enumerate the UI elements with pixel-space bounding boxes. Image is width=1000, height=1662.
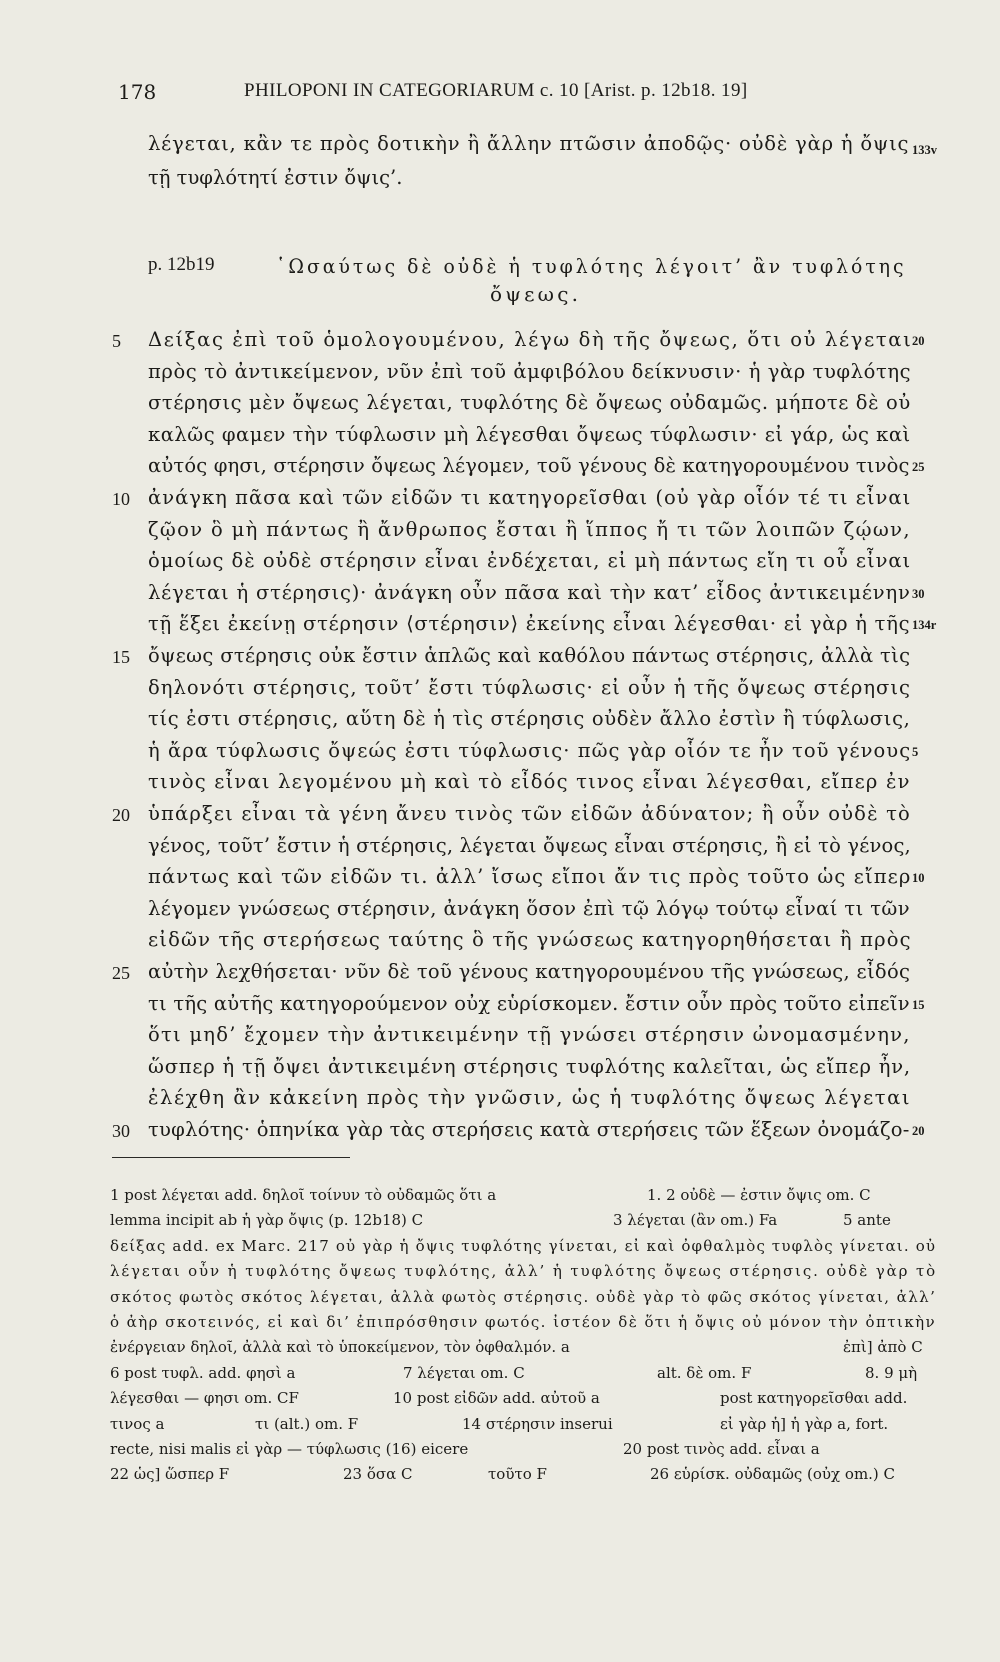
text-line: τινὸς εἶναι λεγομένου μὴ καὶ τὸ εἶδός τινος εἶναι λέγεσθαι, εἴπερ ἐν	[148, 770, 911, 794]
lemma-reference: p. 12b19	[148, 254, 215, 275]
lemma-line-2: ὄψεως.	[490, 282, 582, 306]
footnote-entry: 5 ante	[843, 1211, 891, 1230]
text-line: εἰδῶν τῆς στερήσεως ταύτης ὃ τῆς γνώσεως κατηγορηθήσεται ἢ πρὸς	[148, 928, 912, 952]
footnote-entry: 26 εὑρίσκ. οὐδαμῶς (οὐχ om.) C	[650, 1465, 896, 1484]
footnote-rule	[112, 1157, 350, 1158]
footnote-entry: 8. 9 μὴ	[865, 1363, 918, 1382]
footnote-entry: 3 λέγεται (ἂν om.) Fa	[613, 1211, 778, 1230]
text-line: τῇ ἕξει ἐκείνῃ στέρησιν ⟨στέρησιν⟩ ἐκείνης εἶναι λέγεσθαι· εἰ γὰρ ἡ τῆς	[148, 612, 911, 636]
margin-reference: 30	[912, 586, 925, 601]
footnote-entry: ὁ ἀὴρ σκοτεινός, εἰ καὶ δι’ ἐπιπρόσθησιν φωτός. ἰστέον δὲ ὅτι ἡ ὄψις οὐ μόνον τὴν ὀπτικὴν	[110, 1313, 937, 1331]
text-line: ὅτι μηδ’ ἔχομεν τὴν ἀντικειμένην τῇ γνώσει στέρησιν ὠνομασμένην,	[148, 1023, 911, 1047]
footnote-entry: 7 λέγεται om. C	[403, 1363, 525, 1382]
text-line: πρὸς τὸ ἀντικείμενον, νῦν ἐπὶ τοῦ ἀμφιβόλου δείκνυσιν· ἡ γὰρ τυφλότης	[148, 359, 912, 383]
text-line: ἡ ἄρα τύφλωσις ὄψεώς ἐστι τύφλωσις· πῶς γὰρ οἷόν τε ἦν τοῦ γένους	[148, 738, 912, 762]
lemma-line-1: ῾Ωσαύτως δὲ οὐδὲ ἡ τυφλότης λέγοιτ’ ἂν τυφλότης	[276, 254, 907, 278]
footnote-entry: λέγεται οὖν ἡ τυφλότης ὄψεως τυφλότης, ἀλλ’ ἡ τυφλότης ὄψεως στέρησις. οὐδὲ γὰρ τὸ	[110, 1262, 938, 1281]
footnote-entry: 23 ὅσα C	[343, 1465, 413, 1484]
footnote-entry: δείξας add. ex Marc. 217 οὐ γὰρ ἡ ὄψις τυφλότης γίνεται, εἰ καὶ ὀφθαλμὸς τυφλὸς γίνεται. οὐ	[110, 1236, 937, 1255]
text-line: ἐλέχθη ἂν κἀκείνη πρὸς τὴν γνῶσιν, ὡς ἡ τυφλότης ὄψεως λέγεται	[148, 1086, 912, 1110]
text-line: ζῷον ὃ μὴ πάντως ἢ ἄνθρωπος ἔσται ἢ ἵππος ἤ τι τῶν λοιπῶν ζῴων,	[148, 517, 911, 541]
footnote-entry: τοῦτο F	[488, 1465, 547, 1484]
margin-reference: 15	[912, 997, 925, 1012]
text-line: τι τῆς αὐτῆς κατηγορούμενον οὐχ εὑρίσκομεν. ἔστιν οὖν πρὸς τοῦτο εἰπεῖν	[148, 991, 910, 1015]
text-line: τίς ἐστι στέρησις, αὕτη δὲ ἡ τὶς στέρησις οὐδὲν ἄλλο ἐστὶν ἢ τύφλωσις,	[148, 707, 911, 731]
text-line: καλῶς φαμεν τὴν τύφλωσιν μὴ λέγεσθαι ὄψεως τύφλωσιν· εἰ γάρ, ὡς καὶ	[148, 422, 911, 446]
footnote-entry: post κατηγορεῖσθαι add.	[720, 1389, 908, 1408]
text-line: τυφλότης· ὁπηνίκα γὰρ τὰς στερήσεις κατὰ στερήσεις τῶν ἕξεων ὀνομάζο-	[148, 1118, 910, 1141]
margin-folio-ref: 133v	[912, 143, 937, 157]
footnote-entry: 6 post τυφλ. add. φησὶ a	[110, 1363, 296, 1382]
line-number: 20	[112, 805, 130, 825]
line-number: 15	[112, 647, 130, 667]
text-line: ὄψεως στέρησις οὐκ ἔστιν ἁπλῶς καὶ καθόλου πάντως στέρησις, ἀλλὰ τὶς	[148, 644, 911, 667]
footnote-entry: τινος a	[110, 1414, 165, 1433]
line-number: 5	[112, 331, 121, 351]
footnote-entry: ἐνέργειαν δηλοῖ, ἀλλὰ καὶ τὸ ὑποκείμενον, τὸν ὀφθαλμόν. a	[110, 1338, 570, 1357]
footnote-entry: ἐπὶ] ἀπὸ C	[843, 1338, 923, 1357]
footnote-entry: 1. 2 οὐδὲ — ἐστιν ὄψις om. C	[647, 1186, 871, 1204]
margin-reference: 134r	[912, 618, 937, 633]
margin-reference: 25	[912, 460, 925, 475]
text-line: λέγεται ἡ στέρησις)· ἀνάγκη οὖν πᾶσα καὶ τὴν κατ’ εἶδος ἀντικειμένην	[148, 580, 911, 604]
footnote-entry: τι (alt.) om. F	[255, 1414, 359, 1433]
text-line: πάντως καὶ τῶν εἰδῶν τι. ἀλλ’ ἴσως εἴποι ἄν τις πρὸς τοῦτο ὡς εἴπερ	[148, 865, 912, 889]
text-line: λέγομεν γνώσεως στέρησιν, ἀνάγκη ὅσον ἐπὶ τῷ λόγῳ τούτῳ εἶναί τι τῶν	[148, 896, 910, 920]
text-line: ὑπάρξει εἶναι τὰ γένη ἄνευ τινὸς τῶν εἰδῶν ἀδύνατον; ἢ οὖν οὐδὲ τὸ	[148, 802, 911, 825]
text-line: ὥσπερ ἡ τῇ ὄψει ἀντικειμένη στέρησις τυφλότης καλεῖται, ὡς εἴπερ ἦν,	[148, 1054, 911, 1078]
margin-reference: 10	[912, 871, 925, 886]
footnote-entry: 1 post λέγεται add. δηλοῖ τοίνυν τὸ οὐδαμῶς ὅτι a	[110, 1186, 497, 1204]
page-number: 178	[118, 80, 157, 104]
text-line: λέγεται, κἂν τε πρὸς δοτικὴν ἢ ἄλλην πτῶσιν ἀποδῷς· οὐδὲ γὰρ ἡ ὄψις	[148, 132, 910, 155]
running-title: PHILOPONI IN CATEGORIARUM c. 10 [Arist. p. 12b18. 19]	[244, 80, 748, 101]
footnote-entry: 10 post εἰδῶν add. αὐτοῦ a	[393, 1389, 600, 1408]
line-number: 10	[112, 489, 130, 509]
text-line: Δείξας ἐπὶ τοῦ ὁμολογουμένου, λέγω δὴ τῆς ὄψεως, ὅτι οὐ λέγεται	[148, 328, 913, 351]
page-header	[118, 80, 948, 110]
line-number: 25	[112, 963, 130, 983]
footnote-entry: 14 στέρησιν inserui	[462, 1414, 613, 1433]
text-line: τῇ τυφλότητί ἐστιν ὄψις’.	[148, 166, 403, 189]
text-line: ἀνάγκη πᾶσα καὶ τῶν εἰδῶν τι κατηγορεῖσθαι (οὐ γὰρ οἷόν τέ τι εἶναι	[148, 486, 912, 509]
text-line: ὁμοίως δὲ οὐδὲ στέρησιν εἶναι ἐνδέχεται, εἰ μὴ πάντως εἴη τι οὗ εἶναι	[148, 549, 912, 573]
text-line: αὐτὴν λεχθήσεται· νῦν δὲ τοῦ γένους κατηγορουμένου τῆς γνώσεως, εἶδός	[148, 960, 911, 983]
footnote-entry: recte, nisi malis εἰ γὰρ — τύφλωσις (16) eicere	[110, 1440, 469, 1458]
footnote-entry: alt. δὲ om. F	[657, 1363, 752, 1382]
text-line: στέρησις μὲν ὄψεως λέγεται, τυφλότης δὲ ὄψεως οὐδαμῶς. μήποτε δὲ οὐ	[148, 391, 911, 415]
footnote-entry: εἰ γὰρ ἡ] ἡ γὰρ a, fort.	[720, 1414, 889, 1433]
footnote-entry: σκότος φωτὸς σκότος λέγεται, ἀλλὰ φωτὸς στέρησις. οὐδὲ γὰρ τὸ φῶς σκότος γίνεται, ἀλλ’	[110, 1287, 937, 1306]
footnote-entry: λέγεσθαι — φησι om. CF	[110, 1389, 299, 1408]
text-line: γένος, τοῦτ’ ἔστιν ἡ στέρησις, λέγεται ὄψεως εἶναι στέρησις, ἢ εἰ τὸ γένος,	[148, 833, 911, 857]
line-number: 30	[112, 1121, 130, 1141]
footnote-entry: lemma incipit ab ἡ γὰρ ὄψις (p. 12b18) C	[110, 1211, 424, 1230]
text-line: δηλονότι στέρησις, τοῦτ’ ἔστι τύφλωσις· εἰ οὖν ἡ τῆς ὄψεως στέρησις	[148, 675, 911, 699]
margin-reference: 20	[912, 1124, 925, 1138]
footnote-entry: 22 ὡς] ὥσπερ F	[110, 1465, 230, 1484]
footnote-entry: 20 post τινὸς add. εἶναι a	[623, 1440, 820, 1458]
margin-reference: 20	[912, 334, 925, 348]
text-line: αὐτός φησι, στέρησιν ὄψεως λέγομεν, τοῦ γένους δὲ κατηγορουμένου τινὸς	[148, 454, 910, 478]
margin-reference: 5	[912, 744, 919, 759]
